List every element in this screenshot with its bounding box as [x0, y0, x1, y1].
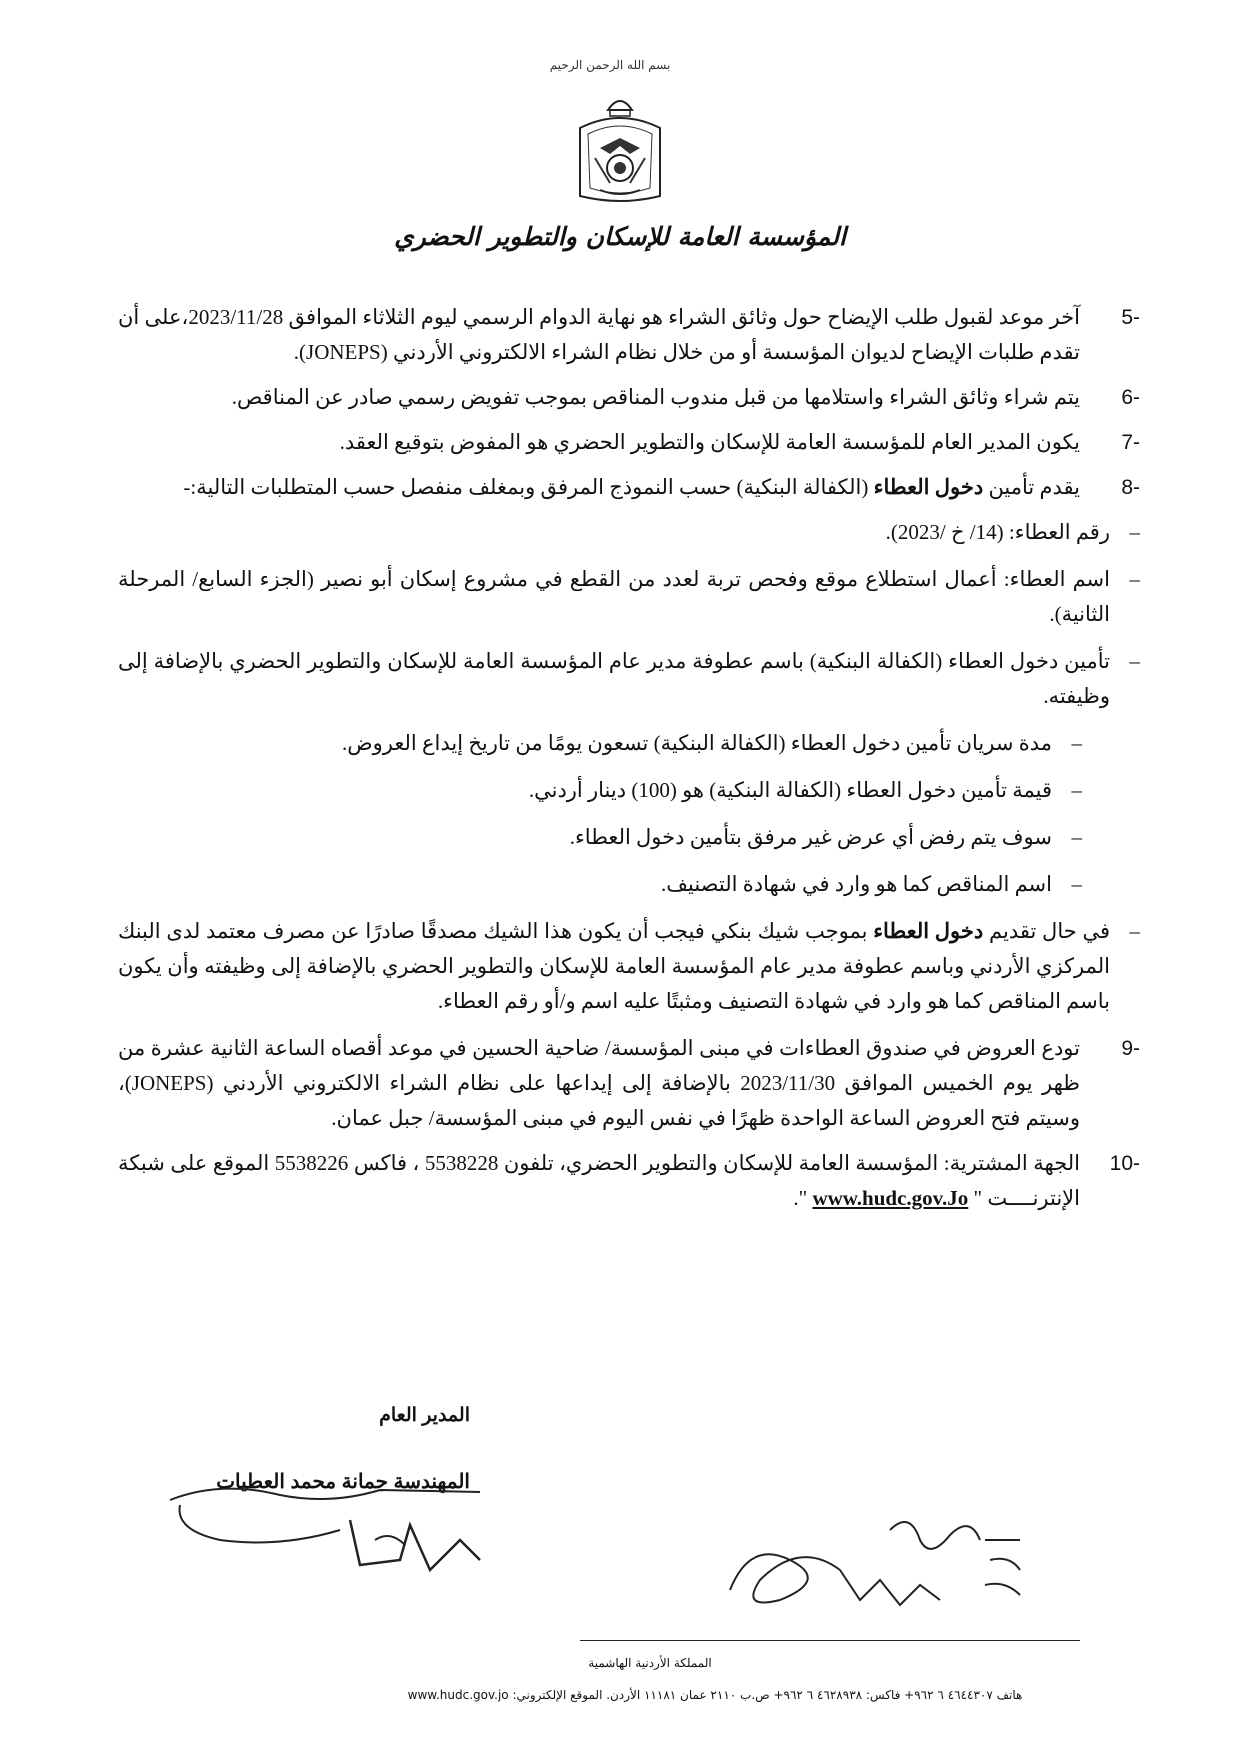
sub-item-text: قيمة تأمين دخول العطاء (الكفالة البنكية) هو (100) دينار أردني. — [528, 778, 1052, 802]
basmala-text: بسم الله الرحمن الرحيم — [549, 58, 671, 72]
sub-item-text: اسم العطاء: أعمال استطلاع موقع وفحص تربة لعدد من القطع في مشروع إسكان أبو نصير (الجزء السابع/ المرحلة الثانية). — [118, 567, 1110, 626]
dash-bullet: – — [1129, 649, 1140, 673]
item-text: آخر موعد لقبول طلب الإيضاح حول وثائق الشراء هو نهاية الدوام الرسمي ليوم الثلاثاء الموافق 2023/11/28،على أن تقدم طلبات الإيضاح لديوان المؤسسة أو من خلال نظام الشراء الالكتروني الأردني (JONEPS). — [118, 305, 1081, 364]
sub-item-text: تأمين دخول العطاء (الكفالة البنكية) باسم عطوفة مدير عام المؤسسة العامة للإسكان والتطوير الحضري بالإضافة إلى وظيفته. — [118, 649, 1110, 708]
document-body — [118, 300, 1140, 1226]
sub-item — [118, 914, 1140, 1019]
dash-bullet: – — [1071, 872, 1082, 896]
item-text: يكون المدير العام للمؤسسة العامة للإسكان والتطوير الحضري هو المفوض بتوقيع العقد. — [339, 430, 1080, 454]
item-text-post: ". — [793, 1186, 813, 1210]
list-item — [118, 1031, 1140, 1136]
dash-bullet: – — [1129, 567, 1140, 591]
sub-item-text-bold: دخول العطاء — [873, 919, 984, 943]
dash-bullet: – — [1129, 520, 1140, 544]
sub-item — [118, 773, 1082, 808]
sub-item-text: مدة سريان تأمين دخول العطاء (الكفالة البنكية) تسعون يومًا من تاريخ إيداع العروض. — [342, 731, 1052, 755]
organization-name: المؤسسة العامة للإسكان والتطوير الحضري — [394, 222, 846, 251]
item-text-post: (الكفالة البنكية) حسب النموذج المرفق وبمغلف منفصل حسب المتطلبات التالية:- — [183, 475, 874, 499]
footer-country: المملكة الأردنية الهاشمية — [588, 1656, 712, 1670]
handwritten-signature — [160, 1470, 490, 1580]
item-text: يتم شراء وثائق الشراء واستلامها من قبل مندوب المناقص بموجب تفويض رسمي صادر عن المناقص. — [231, 385, 1080, 409]
sub-item — [118, 726, 1082, 761]
list-item — [118, 380, 1140, 415]
sub-item — [118, 515, 1140, 550]
list-item — [118, 1146, 1140, 1216]
item-text: تودع العروض في صندوق العطاءات في مبنى المؤسسة/ ضاحية الحسين في موعد أقصاه الساعة الثانية عشرة من ظهر يوم الخميس الموافق 2023/11/30 بالإضافة إلى إيداعها على نظام الشراء الالكتروني الأردني (JONEPS)، وسيتم فتح العروض الساعة الواحدة ظهرًا في نفس اليوم في مبنى المؤسسة/ جبل عمان. — [118, 1036, 1080, 1130]
item-text-pre: الجهة المشترية: المؤسسة العامة للإسكان والتطوير الحضري، تلفون 5538228 ، فاكس 5538226 الموقع على شبكة الإنترنــــت " — [118, 1151, 1080, 1210]
sub-item — [118, 867, 1082, 902]
handwritten-signature — [720, 1500, 1040, 1620]
item-text-pre: يقدم تأمين — [983, 475, 1080, 499]
signature-title: المدير العام — [379, 1405, 470, 1426]
item-number: -7 — [1121, 431, 1140, 454]
sub-item — [118, 820, 1082, 855]
website-link[interactable]: www.hudc.gov.Jo — [812, 1186, 969, 1210]
item-number: -8 — [1121, 476, 1140, 499]
item-number: -9 — [1121, 1037, 1140, 1060]
sub-item — [118, 562, 1140, 632]
signatory-name: المهندسة جمانة محمد العطيات — [216, 1471, 470, 1493]
dash-bullet: – — [1129, 919, 1140, 943]
list-item — [118, 425, 1140, 460]
item-text-bold: دخول العطاء — [873, 475, 984, 499]
list-item — [118, 300, 1140, 370]
dash-bullet: – — [1071, 731, 1082, 755]
sub-item — [118, 644, 1140, 714]
coat-of-arms-emblem — [570, 88, 670, 208]
list-item — [118, 470, 1140, 505]
item-number: -5 — [1121, 306, 1140, 329]
sub-item-text-post: بموجب شيك بنكي فيجب أن يكون هذا الشيك مصدقًا صادرًا عن مصرف معتمد لدى البنك المركزي الأردني وباسم عطوفة مدير عام المؤسسة العامة للإسكان والتطوير الحضري بالإضافة إلى وظيفته وأن يكون باسم المناقص كما هو وارد في شهادة التصنيف ومثبتًا عليه اسم و/أو رقم العطاء. — [118, 919, 1110, 1013]
item-number: -10 — [1109, 1152, 1140, 1175]
sub-item-text: سوف يتم رفض أي عرض غير مرفق بتأمين دخول العطاء. — [569, 825, 1052, 849]
footer-divider — [580, 1640, 1080, 1641]
item-number: -6 — [1121, 386, 1140, 409]
sub-item-text-pre: في حال تقديم — [983, 919, 1110, 943]
sub-item-text: رقم العطاء: (14/ خ /2023). — [885, 520, 1110, 544]
sub-item-text: اسم المناقص كما هو وارد في شهادة التصنيف. — [661, 872, 1052, 896]
dash-bullet: – — [1071, 825, 1082, 849]
footer-contact-info: هاتف ٤٦٤٤٣٠٧ ٦ ٩٦٢+ فاكس: ٤٦٢٨٩٣٨ ٦ ٩٦٢+ ص.ب ٢١١٠ عمان ١١١٨١ الأردن. الموقع الإلكتروني: www.hudc.gov.jo — [407, 1688, 1023, 1702]
dash-bullet: – — [1071, 778, 1082, 802]
